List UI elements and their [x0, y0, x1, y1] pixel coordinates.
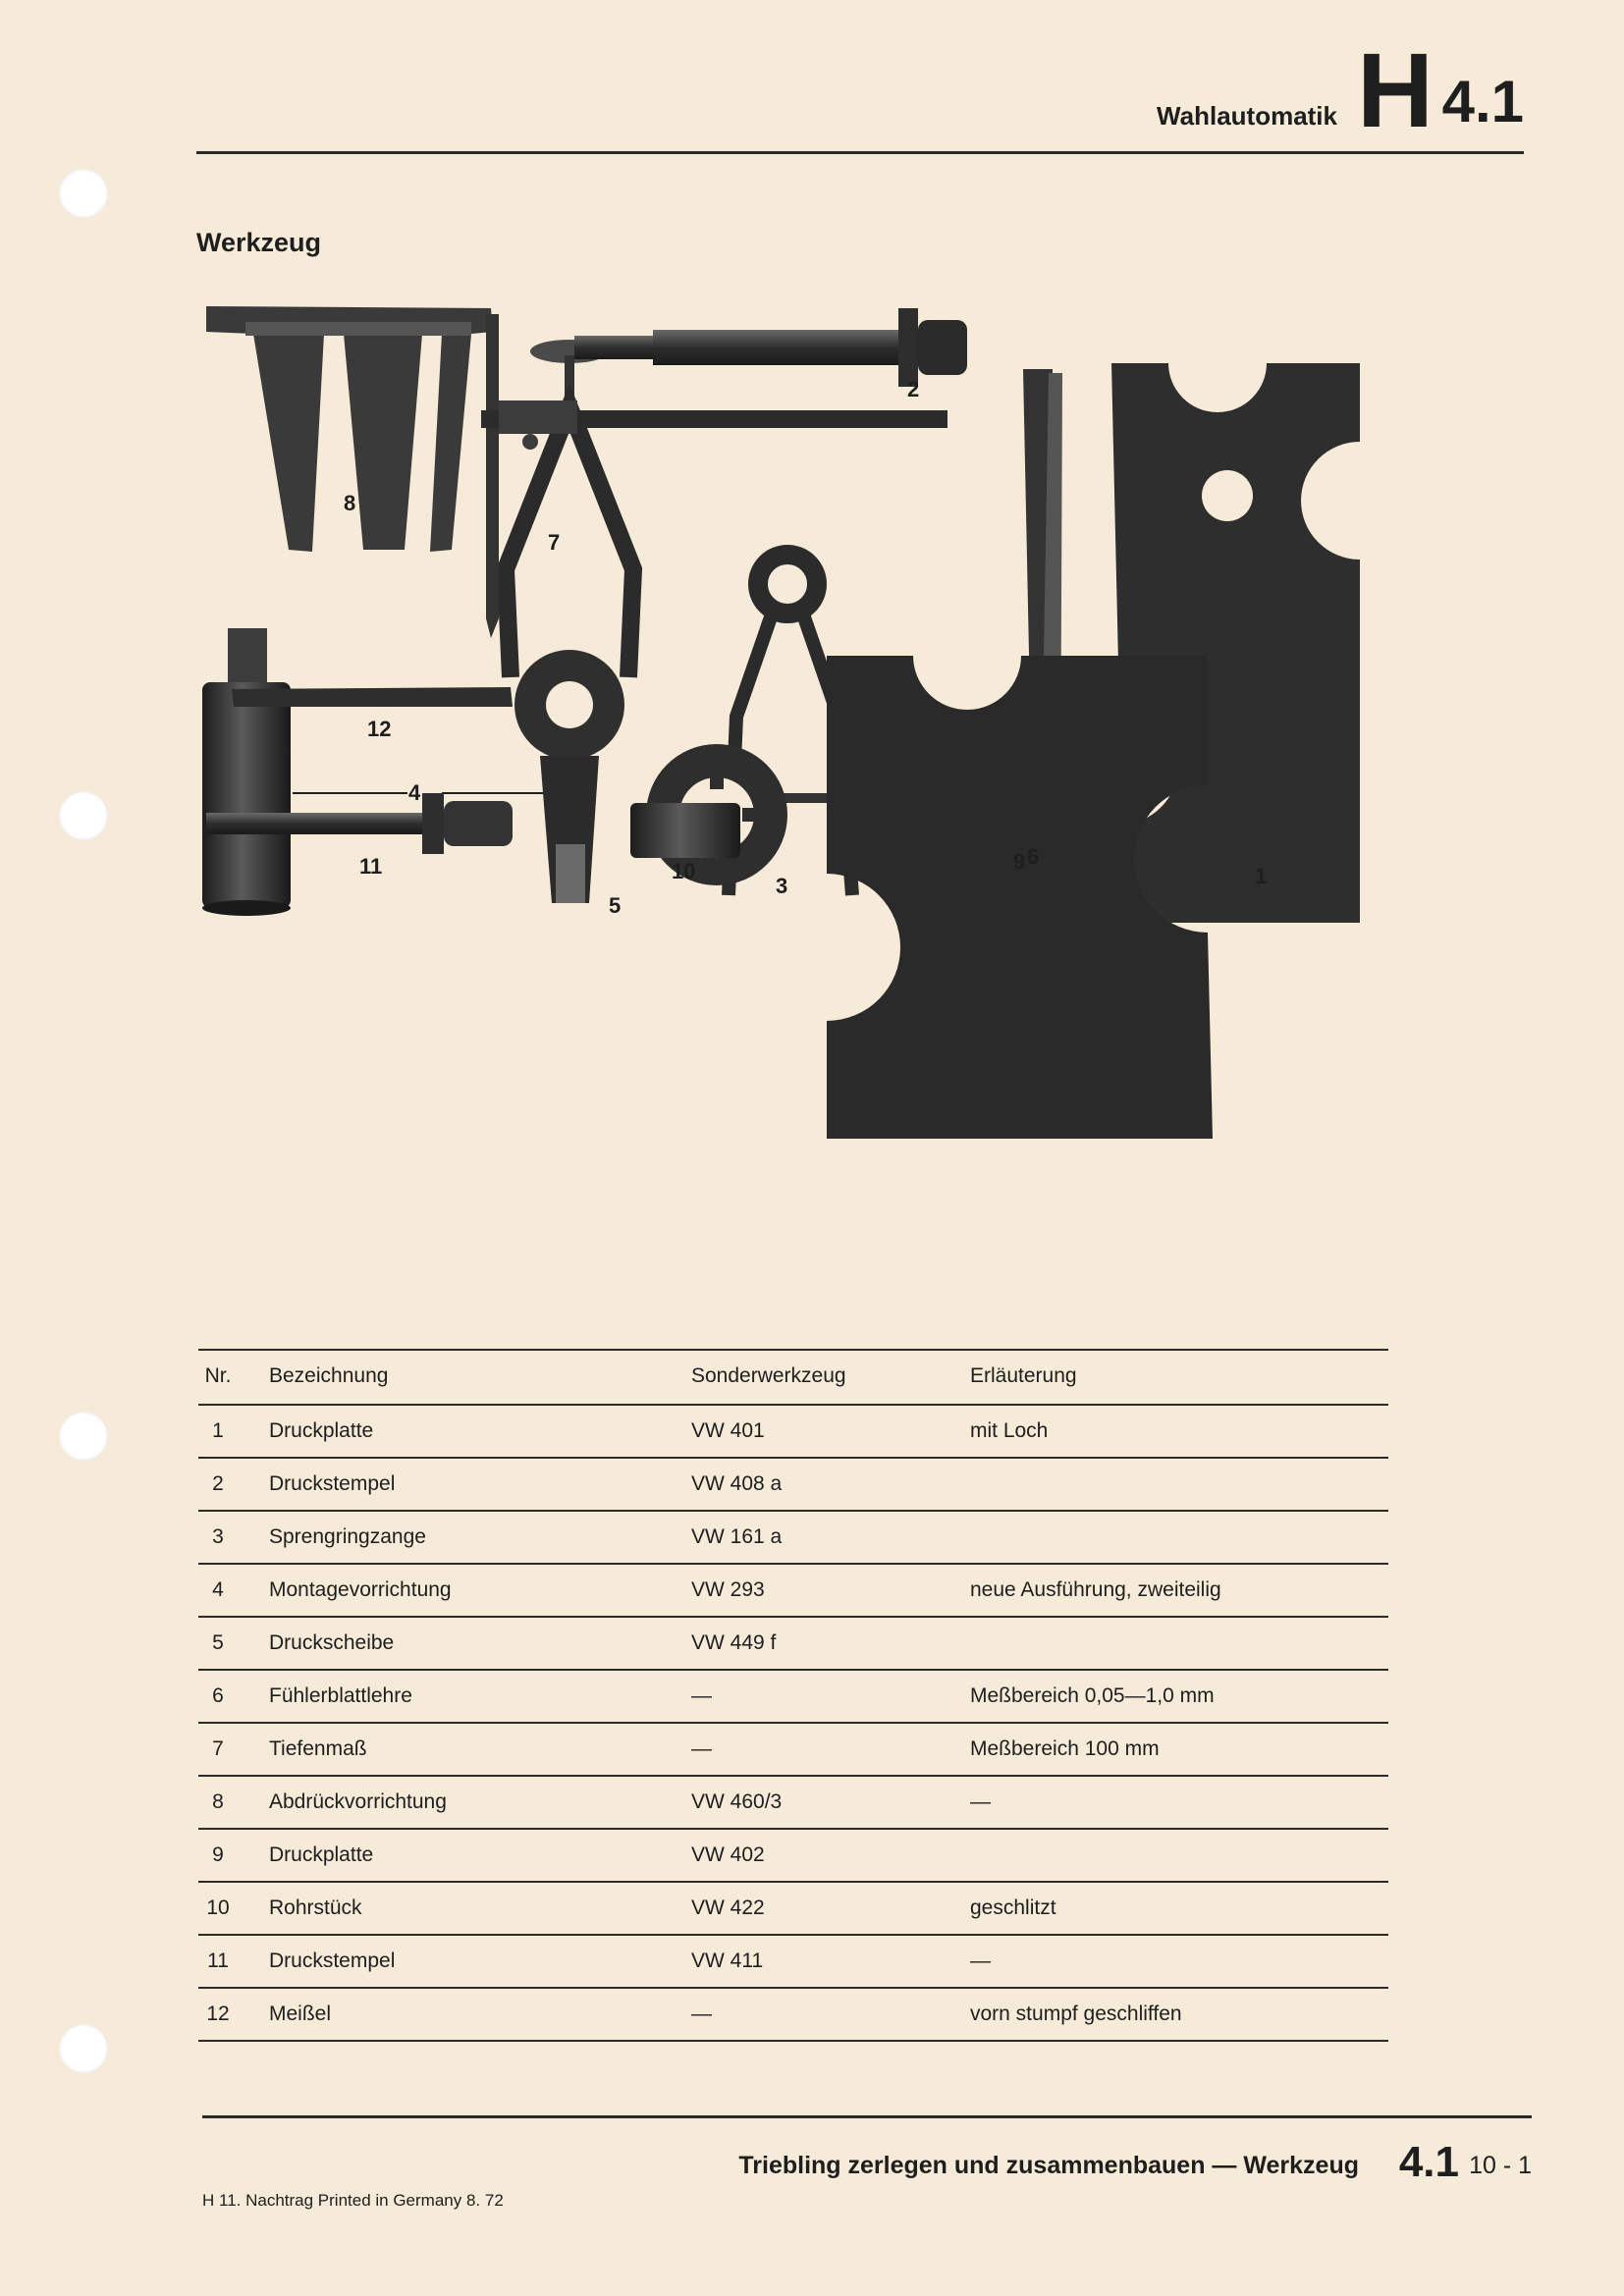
- callout-6: 6: [1027, 844, 1040, 869]
- header-erlaeuterung: Erläuterung: [970, 1364, 1077, 1387]
- punch-hole: [59, 169, 108, 218]
- header-title: Wahlautomatik: [1157, 101, 1337, 131]
- callout-1: 1: [1255, 864, 1268, 888]
- row-nr: 1: [212, 1419, 224, 1442]
- row-bezeichnung: Sprengringzange: [269, 1525, 426, 1548]
- callout-10: 10: [672, 859, 696, 883]
- table-row: [198, 1406, 1388, 1459]
- callout-5: 5: [609, 893, 622, 918]
- header-nr: Nr.: [204, 1364, 232, 1387]
- row-bezeichnung: Rohrstück: [269, 1896, 362, 1919]
- table-row: [198, 1830, 1388, 1883]
- row-sonderwerkzeug: —: [691, 1737, 712, 1760]
- row-bezeichnung: Fühlerblattlehre: [269, 1684, 412, 1707]
- row-sonderwerkzeug: VW 161 a: [691, 1525, 783, 1548]
- tool-10-tube-piece: [630, 803, 740, 858]
- row-erlaeuterung: mit Loch: [970, 1419, 1049, 1442]
- row-bezeichnung: Druckplatte: [269, 1419, 374, 1442]
- footer-rule: [202, 2115, 1532, 2118]
- footer-title: Triebling zerlegen und zusammenbauen — Werkzeug: [738, 2152, 1359, 2179]
- row-bezeichnung: Druckstempel: [269, 1949, 396, 1972]
- tool-12-chisel: [232, 687, 513, 707]
- row-sonderwerkzeug: —: [691, 1684, 712, 1707]
- row-sonderwerkzeug: VW 411: [691, 1949, 764, 1972]
- tool-1-pressure-plate: [1111, 363, 1360, 923]
- callout-2: 2: [907, 377, 920, 401]
- punch-hole: [59, 2024, 108, 2073]
- row-bezeichnung: Druckscheibe: [269, 1631, 395, 1654]
- row-nr: 3: [212, 1525, 224, 1548]
- callout-12: 12: [367, 717, 392, 741]
- section-title: Werkzeug: [196, 228, 322, 257]
- callout-9: 9: [1013, 849, 1026, 874]
- tool-2-press-punch: [574, 308, 967, 387]
- table-row: [198, 1512, 1388, 1565]
- table-row: [198, 1989, 1388, 2042]
- parts-table: [198, 1349, 1388, 2042]
- callout-8: 8: [344, 491, 356, 515]
- row-sonderwerkzeug: VW 449 f: [691, 1631, 777, 1654]
- punch-hole: [59, 1412, 108, 1461]
- tool-illustration: [187, 294, 1453, 1286]
- row-erlaeuterung: Meßbereich 100 mm: [970, 1737, 1160, 1760]
- row-erlaeuterung: vorn stumpf geschliffen: [970, 2002, 1182, 2025]
- row-sonderwerkzeug: VW 402: [691, 1843, 765, 1866]
- callout-4: 4: [408, 780, 421, 805]
- row-erlaeuterung: —: [970, 1949, 991, 1972]
- row-nr: 11: [207, 1949, 229, 1972]
- table-row: [198, 1671, 1388, 1724]
- header-rule: [196, 151, 1524, 154]
- row-bezeichnung: Abdrückvorrichtung: [269, 1790, 447, 1813]
- table-row: [198, 1883, 1388, 1936]
- row-sonderwerkzeug: VW 422: [691, 1896, 765, 1919]
- row-erlaeuterung: —: [970, 1790, 991, 1813]
- callout-3: 3: [776, 874, 788, 898]
- table-row: [198, 1459, 1388, 1512]
- row-bezeichnung: Montagevorrichtung: [269, 1578, 452, 1601]
- header-bezeichnung: Bezeichnung: [269, 1364, 389, 1387]
- row-nr: 2: [212, 1472, 224, 1495]
- row-nr: 8: [212, 1790, 224, 1813]
- footer-section: 4.1: [1398, 2138, 1459, 2186]
- table-header-row: [198, 1351, 1388, 1406]
- punch-hole: [59, 791, 108, 840]
- group-number: 4.1: [1441, 69, 1524, 134]
- row-erlaeuterung: geschlitzt: [970, 1896, 1056, 1919]
- header-sonderwerkzeug: Sonderwerkzeug: [691, 1364, 846, 1387]
- callout-7: 7: [548, 530, 561, 555]
- row-nr: 5: [212, 1631, 224, 1654]
- row-nr: 9: [212, 1843, 224, 1866]
- row-bezeichnung: Meißel: [269, 2002, 332, 2025]
- footer-print-note: H 11. Nachtrag Printed in Germany 8. 72: [202, 2191, 504, 2210]
- tool-figure: [187, 294, 1453, 1286]
- table-row: [198, 1777, 1388, 1830]
- table-row: [198, 1565, 1388, 1618]
- row-sonderwerkzeug: —: [691, 2002, 712, 2025]
- table-body: [198, 1406, 1388, 2042]
- row-bezeichnung: Druckstempel: [269, 1472, 396, 1495]
- row-erlaeuterung: neue Ausführung, zweiteilig: [970, 1578, 1221, 1601]
- callout-11: 11: [359, 854, 383, 879]
- row-sonderwerkzeug: VW 460/3: [691, 1790, 783, 1813]
- table-row: [198, 1936, 1388, 1989]
- row-bezeichnung: Tiefenmaß: [269, 1737, 367, 1760]
- row-erlaeuterung: Meßbereich 0,05—1,0 mm: [970, 1684, 1215, 1707]
- row-nr: 10: [206, 1896, 230, 1919]
- table-row: [198, 1724, 1388, 1777]
- group-letter: H: [1357, 30, 1434, 149]
- table-row: [198, 1618, 1388, 1671]
- row-nr: 6: [212, 1684, 224, 1707]
- row-sonderwerkzeug: VW 293: [691, 1578, 765, 1601]
- footer-page-number: 10 - 1: [1469, 2152, 1532, 2179]
- row-bezeichnung: Druckplatte: [269, 1843, 374, 1866]
- row-nr: 4: [212, 1578, 224, 1601]
- row-sonderwerkzeug: VW 408 a: [691, 1472, 783, 1495]
- row-nr: 7: [212, 1737, 224, 1760]
- row-nr: 12: [206, 2002, 230, 2025]
- row-sonderwerkzeug: VW 401: [691, 1419, 765, 1442]
- page-header: [196, 30, 1524, 149]
